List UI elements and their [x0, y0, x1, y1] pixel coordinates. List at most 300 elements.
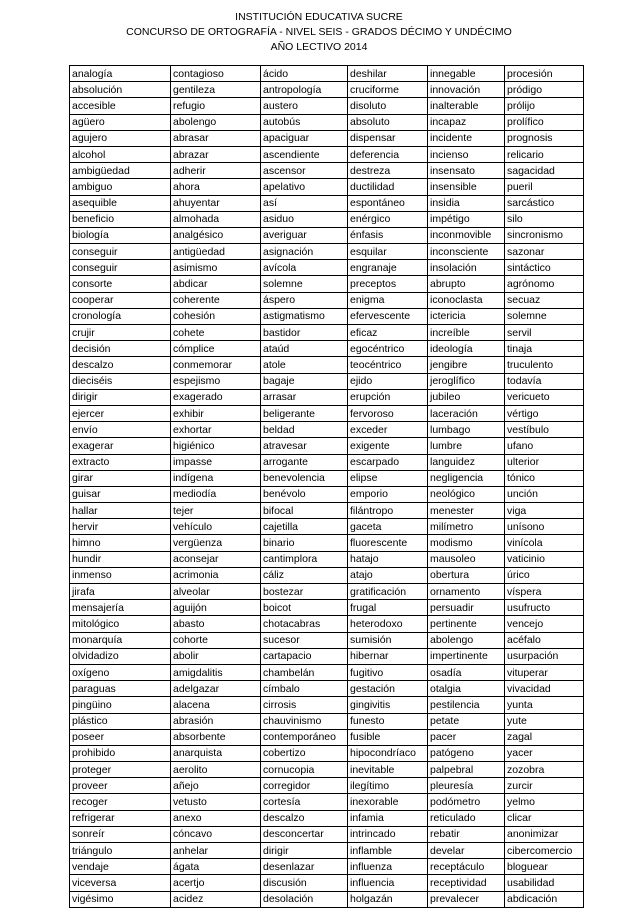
word-cell: ductilidad — [348, 179, 428, 195]
word-cell: abrasión — [171, 713, 261, 729]
word-cell: pingüino — [70, 697, 171, 713]
word-cell: zozobra — [505, 762, 584, 778]
word-cell: cáliz — [261, 567, 348, 583]
word-cell: apaciguar — [261, 130, 348, 146]
word-cell: ejercer — [70, 405, 171, 421]
table-row — [70, 470, 584, 486]
word-cell: cohorte — [171, 632, 261, 648]
word-cell: petate — [428, 713, 505, 729]
word-cell: guisar — [70, 486, 171, 502]
word-cell: esquilar — [348, 244, 428, 260]
word-cell: ambiguo — [70, 179, 171, 195]
word-cell: receptáculo — [428, 859, 505, 875]
word-cell: aguijón — [171, 600, 261, 616]
word-cell: engranaje — [348, 260, 428, 276]
word-cell: desolación — [261, 891, 348, 907]
word-cell: recoger — [70, 794, 171, 810]
word-cell: secuaz — [505, 292, 584, 308]
word-cell: jeroglífico — [428, 373, 505, 389]
word-cell: ascendiente — [261, 146, 348, 162]
word-cell: boicot — [261, 600, 348, 616]
word-cell: corregidor — [261, 778, 348, 794]
table-row — [70, 810, 584, 826]
word-cell: chambelán — [261, 664, 348, 680]
word-cell: binario — [261, 535, 348, 551]
word-cell: contemporáneo — [261, 729, 348, 745]
word-cell: asiduo — [261, 211, 348, 227]
word-cell: impertinente — [428, 648, 505, 664]
word-cell: prólijo — [505, 98, 584, 114]
word-cell: conseguir — [70, 244, 171, 260]
word-cell: agrónomo — [505, 276, 584, 292]
table-row — [70, 584, 584, 600]
word-cell: impétigo — [428, 211, 505, 227]
table-row — [70, 405, 584, 421]
spelling-word-table — [69, 65, 584, 908]
word-cell: efervescente — [348, 308, 428, 324]
table-row — [70, 244, 584, 260]
table-row — [70, 616, 584, 632]
table-row — [70, 681, 584, 697]
word-cell: abolengo — [171, 114, 261, 130]
word-cell: beligerante — [261, 405, 348, 421]
table-row — [70, 486, 584, 502]
word-cell: adelgazar — [171, 681, 261, 697]
word-cell: sintáctico — [505, 260, 584, 276]
word-cell: alcohol — [70, 146, 171, 162]
word-cell: cornucopia — [261, 762, 348, 778]
word-cell: absoluto — [348, 114, 428, 130]
table-row — [70, 373, 584, 389]
word-cell: hundir — [70, 551, 171, 567]
word-cell: obertura — [428, 567, 505, 583]
word-cell: indígena — [171, 470, 261, 486]
word-cell: elipse — [348, 470, 428, 486]
word-cell: cobertizo — [261, 745, 348, 761]
word-cell: gaceta — [348, 519, 428, 535]
word-cell: bloguear — [505, 859, 584, 875]
word-cell: vituperar — [505, 664, 584, 680]
table-row — [70, 859, 584, 875]
table-row — [70, 454, 584, 470]
word-cell: descalzo — [70, 357, 171, 373]
table-row — [70, 357, 584, 373]
word-cell: heterodoxo — [348, 616, 428, 632]
word-cell: énfasis — [348, 227, 428, 243]
word-cell: acertjo — [171, 875, 261, 891]
table-row — [70, 826, 584, 842]
word-cell: usurpación — [505, 648, 584, 664]
word-cell: relicario — [505, 146, 584, 162]
word-cell: vencejo — [505, 616, 584, 632]
word-cell: descalzo — [261, 810, 348, 826]
word-cell: vehículo — [171, 519, 261, 535]
word-cell: alveolar — [171, 584, 261, 600]
word-cell: cohete — [171, 325, 261, 341]
word-cell: acéfalo — [505, 632, 584, 648]
word-cell: beldad — [261, 422, 348, 438]
word-cell: insolación — [428, 260, 505, 276]
word-cell: reticulado — [428, 810, 505, 826]
word-cell: víspera — [505, 584, 584, 600]
word-cell: almohada — [171, 211, 261, 227]
word-cell: prolífico — [505, 114, 584, 130]
table-row — [70, 778, 584, 794]
word-cell: plástico — [70, 713, 171, 729]
word-cell: himno — [70, 535, 171, 551]
table-row — [70, 82, 584, 98]
word-cell: absolución — [70, 82, 171, 98]
word-cell: dieciséis — [70, 373, 171, 389]
word-cell: envío — [70, 422, 171, 438]
word-cell: pueril — [505, 179, 584, 195]
word-cell: intrincado — [348, 826, 428, 842]
word-cell: yelmo — [505, 794, 584, 810]
word-cell: enérgico — [348, 211, 428, 227]
word-cell: vaticinio — [505, 551, 584, 567]
word-cell: languidez — [428, 454, 505, 470]
word-cell: exhibir — [171, 405, 261, 421]
word-cell: funesto — [348, 713, 428, 729]
word-cell: bostezar — [261, 584, 348, 600]
word-cell: laceración — [428, 405, 505, 421]
word-cell: cóncavo — [171, 826, 261, 842]
word-cell: exhortar — [171, 422, 261, 438]
word-cell: ornamento — [428, 584, 505, 600]
word-cell: sucesor — [261, 632, 348, 648]
word-cell: pertinente — [428, 616, 505, 632]
word-cell: modismo — [428, 535, 505, 551]
table-row — [70, 325, 584, 341]
word-cell: dispensar — [348, 130, 428, 146]
word-cell: sincronismo — [505, 227, 584, 243]
word-cell: ejido — [348, 373, 428, 389]
word-cell: cibercomercio — [505, 843, 584, 859]
word-cell: viga — [505, 503, 584, 519]
word-cell: abrasar — [171, 130, 261, 146]
word-cell: abdicar — [171, 276, 261, 292]
word-cell: bastidor — [261, 325, 348, 341]
word-cell: inalterable — [428, 98, 505, 114]
table-row — [70, 211, 584, 227]
word-cell: abdicación — [505, 891, 584, 907]
word-cell: adherir — [171, 163, 261, 179]
word-cell: solemne — [505, 308, 584, 324]
word-cell: usabilidad — [505, 875, 584, 891]
word-cell: receptividad — [428, 875, 505, 891]
word-cell: sazonar — [505, 244, 584, 260]
word-cell: asimismo — [171, 260, 261, 276]
table-row — [70, 729, 584, 745]
word-cell: espejismo — [171, 373, 261, 389]
word-cell: absorbente — [171, 729, 261, 745]
word-cell: enigma — [348, 292, 428, 308]
word-cell: vetusto — [171, 794, 261, 810]
table-row — [70, 98, 584, 114]
word-cell: mausoleo — [428, 551, 505, 567]
word-cell: chotacabras — [261, 616, 348, 632]
word-cell: atravesar — [261, 438, 348, 454]
word-cell: cartapacio — [261, 648, 348, 664]
word-cell: beneficio — [70, 211, 171, 227]
word-cell: truculento — [505, 357, 584, 373]
word-cell: servil — [505, 325, 584, 341]
word-cell: tónico — [505, 470, 584, 486]
word-cell: ambigüedad — [70, 163, 171, 179]
word-cell: vinícola — [505, 535, 584, 551]
table-row — [70, 551, 584, 567]
word-cell: preceptos — [348, 276, 428, 292]
table-row — [70, 600, 584, 616]
word-cell: gentileza — [171, 82, 261, 98]
word-cell: anhelar — [171, 843, 261, 859]
table-row — [70, 308, 584, 324]
word-cell: unísono — [505, 519, 584, 535]
table-row — [70, 745, 584, 761]
word-cell: osadía — [428, 664, 505, 680]
table-row — [70, 794, 584, 810]
word-cell: otalgia — [428, 681, 505, 697]
word-cell: patógeno — [428, 745, 505, 761]
word-cell: usufructo — [505, 600, 584, 616]
word-cell: yacer — [505, 745, 584, 761]
word-cell: deferencia — [348, 146, 428, 162]
word-cell: abrazar — [171, 146, 261, 162]
word-cell: discusión — [261, 875, 348, 891]
word-cell: poseer — [70, 729, 171, 745]
word-cell: exigente — [348, 438, 428, 454]
word-cell: infamia — [348, 810, 428, 826]
word-cell: vigésimo — [70, 891, 171, 907]
word-cell: accesible — [70, 98, 171, 114]
word-cell: atajo — [348, 567, 428, 583]
word-cell: inmenso — [70, 567, 171, 583]
word-cell: todavía — [505, 373, 584, 389]
word-cell: cooperar — [70, 292, 171, 308]
word-cell: sumisión — [348, 632, 428, 648]
word-cell: inevitable — [348, 762, 428, 778]
word-cell: úrico — [505, 567, 584, 583]
word-cell: crujir — [70, 325, 171, 341]
word-cell: bagaje — [261, 373, 348, 389]
word-cell: higiénico — [171, 438, 261, 454]
word-cell: prevalecer — [428, 891, 505, 907]
word-cell: averiguar — [261, 227, 348, 243]
word-cell: ilegítimo — [348, 778, 428, 794]
word-cell: negligencia — [428, 470, 505, 486]
word-cell: acidez — [171, 891, 261, 907]
word-cell: proveer — [70, 778, 171, 794]
word-cell: extracto — [70, 454, 171, 470]
word-cell: refrigerar — [70, 810, 171, 826]
word-cell: podómetro — [428, 794, 505, 810]
word-cell: fluorescente — [348, 535, 428, 551]
word-cell: ulterior — [505, 454, 584, 470]
word-cell: innovación — [428, 82, 505, 98]
word-cell: autobús — [261, 114, 348, 130]
table-row — [70, 163, 584, 179]
word-cell: analgésico — [171, 227, 261, 243]
word-cell: conseguir — [70, 260, 171, 276]
word-cell: antropología — [261, 82, 348, 98]
word-cell: exagerado — [171, 389, 261, 405]
table-row — [70, 632, 584, 648]
word-cell: dirigir — [261, 843, 348, 859]
word-cell: avícola — [261, 260, 348, 276]
word-cell: escarpado — [348, 454, 428, 470]
word-cell: ataúd — [261, 341, 348, 357]
word-cell: mediodía — [171, 486, 261, 502]
word-cell: eficaz — [348, 325, 428, 341]
table-row — [70, 422, 584, 438]
word-cell: lumbre — [428, 438, 505, 454]
word-cell: frugal — [348, 600, 428, 616]
word-cell: címbalo — [261, 681, 348, 697]
word-cell: exagerar — [70, 438, 171, 454]
word-cell: alacena — [171, 697, 261, 713]
word-cell: vergüenza — [171, 535, 261, 551]
word-cell: decisión — [70, 341, 171, 357]
word-cell: cruciforme — [348, 82, 428, 98]
word-cell: emporio — [348, 486, 428, 502]
word-cell: hallar — [70, 503, 171, 519]
word-cell: abolir — [171, 648, 261, 664]
word-cell: rebatir — [428, 826, 505, 842]
word-cell: abolengo — [428, 632, 505, 648]
word-cell: hipocondríaco — [348, 745, 428, 761]
word-cell: desenlazar — [261, 859, 348, 875]
word-cell: insensato — [428, 163, 505, 179]
word-cell: palpebral — [428, 762, 505, 778]
word-cell: ágata — [171, 859, 261, 875]
word-cell: biología — [70, 227, 171, 243]
word-cell: procesión — [505, 66, 584, 82]
word-cell: chauvinismo — [261, 713, 348, 729]
table-row — [70, 114, 584, 130]
school-year: AÑO LECTIVO 2014 — [270, 41, 368, 53]
table-row — [70, 438, 584, 454]
word-cell: monarquía — [70, 632, 171, 648]
word-cell: gingivitis — [348, 697, 428, 713]
word-cell: disoluto — [348, 98, 428, 114]
word-cell: inconsciente — [428, 244, 505, 260]
word-cell: consorte — [70, 276, 171, 292]
word-cell: dirigir — [70, 389, 171, 405]
word-cell: insidia — [428, 195, 505, 211]
word-cell: incidente — [428, 130, 505, 146]
word-cell: anonimizar — [505, 826, 584, 842]
word-cell: deshilar — [348, 66, 428, 82]
word-cell: menester — [428, 503, 505, 519]
word-cell: hibernar — [348, 648, 428, 664]
word-cell: filántropo — [348, 503, 428, 519]
word-cell: conmemorar — [171, 357, 261, 373]
word-cell: arrogante — [261, 454, 348, 470]
word-cell: olvidadizo — [70, 648, 171, 664]
word-cell: innegable — [428, 66, 505, 82]
word-cell: refugio — [171, 98, 261, 114]
word-cell: inexorable — [348, 794, 428, 810]
word-cell: así — [261, 195, 348, 211]
table-row — [70, 276, 584, 292]
word-cell: inflamble — [348, 843, 428, 859]
word-cell: pródigo — [505, 82, 584, 98]
word-cell: viceversa — [70, 875, 171, 891]
word-cell: anarquista — [171, 745, 261, 761]
word-cell: zurcir — [505, 778, 584, 794]
word-cell: oxígeno — [70, 664, 171, 680]
table-row — [70, 503, 584, 519]
word-cell: amigdalitis — [171, 664, 261, 680]
word-cell: insensible — [428, 179, 505, 195]
table-row — [70, 519, 584, 535]
table-row — [70, 875, 584, 891]
word-cell: ascensor — [261, 163, 348, 179]
word-cell: desconcertar — [261, 826, 348, 842]
word-cell: prohibido — [70, 745, 171, 761]
word-cell: incapaz — [428, 114, 505, 130]
table-row — [70, 146, 584, 162]
word-cell: ahora — [171, 179, 261, 195]
word-cell: milímetro — [428, 519, 505, 535]
word-cell: vivacidad — [505, 681, 584, 697]
word-cell: cortesía — [261, 794, 348, 810]
word-cell: áspero — [261, 292, 348, 308]
word-cell: ahuyentar — [171, 195, 261, 211]
word-cell: yute — [505, 713, 584, 729]
table-row — [70, 130, 584, 146]
word-cell: bifocal — [261, 503, 348, 519]
word-cell: holgazán — [348, 891, 428, 907]
table-row — [70, 535, 584, 551]
word-cell: inconmovible — [428, 227, 505, 243]
word-cell: tejer — [171, 503, 261, 519]
word-cell: zagal — [505, 729, 584, 745]
word-cell: vértigo — [505, 405, 584, 421]
word-cell: influenza — [348, 859, 428, 875]
table-row — [70, 292, 584, 308]
table-row — [70, 762, 584, 778]
word-cell: añejo — [171, 778, 261, 794]
word-cell: unción — [505, 486, 584, 502]
word-cell: pacer — [428, 729, 505, 745]
word-cell: astigmatismo — [261, 308, 348, 324]
word-cell: ácido — [261, 66, 348, 82]
word-cell: agüero — [70, 114, 171, 130]
word-cell: develar — [428, 843, 505, 859]
word-cell: destreza — [348, 163, 428, 179]
table-row — [70, 664, 584, 680]
word-cell: aerolito — [171, 762, 261, 778]
table-row — [70, 567, 584, 583]
word-cell: gestación — [348, 681, 428, 697]
word-table-body — [70, 66, 584, 908]
word-cell: tinaja — [505, 341, 584, 357]
word-cell: influencia — [348, 875, 428, 891]
word-cell: ictericia — [428, 308, 505, 324]
word-cell: coherente — [171, 292, 261, 308]
word-cell: cronología — [70, 308, 171, 324]
table-row — [70, 260, 584, 276]
word-cell: vericueto — [505, 389, 584, 405]
word-cell: hervir — [70, 519, 171, 535]
word-cell: aconsejar — [171, 551, 261, 567]
word-cell: prognosis — [505, 130, 584, 146]
table-row — [70, 227, 584, 243]
word-cell: acrimonia — [171, 567, 261, 583]
word-cell: teocéntrico — [348, 357, 428, 373]
word-cell: sonreír — [70, 826, 171, 842]
